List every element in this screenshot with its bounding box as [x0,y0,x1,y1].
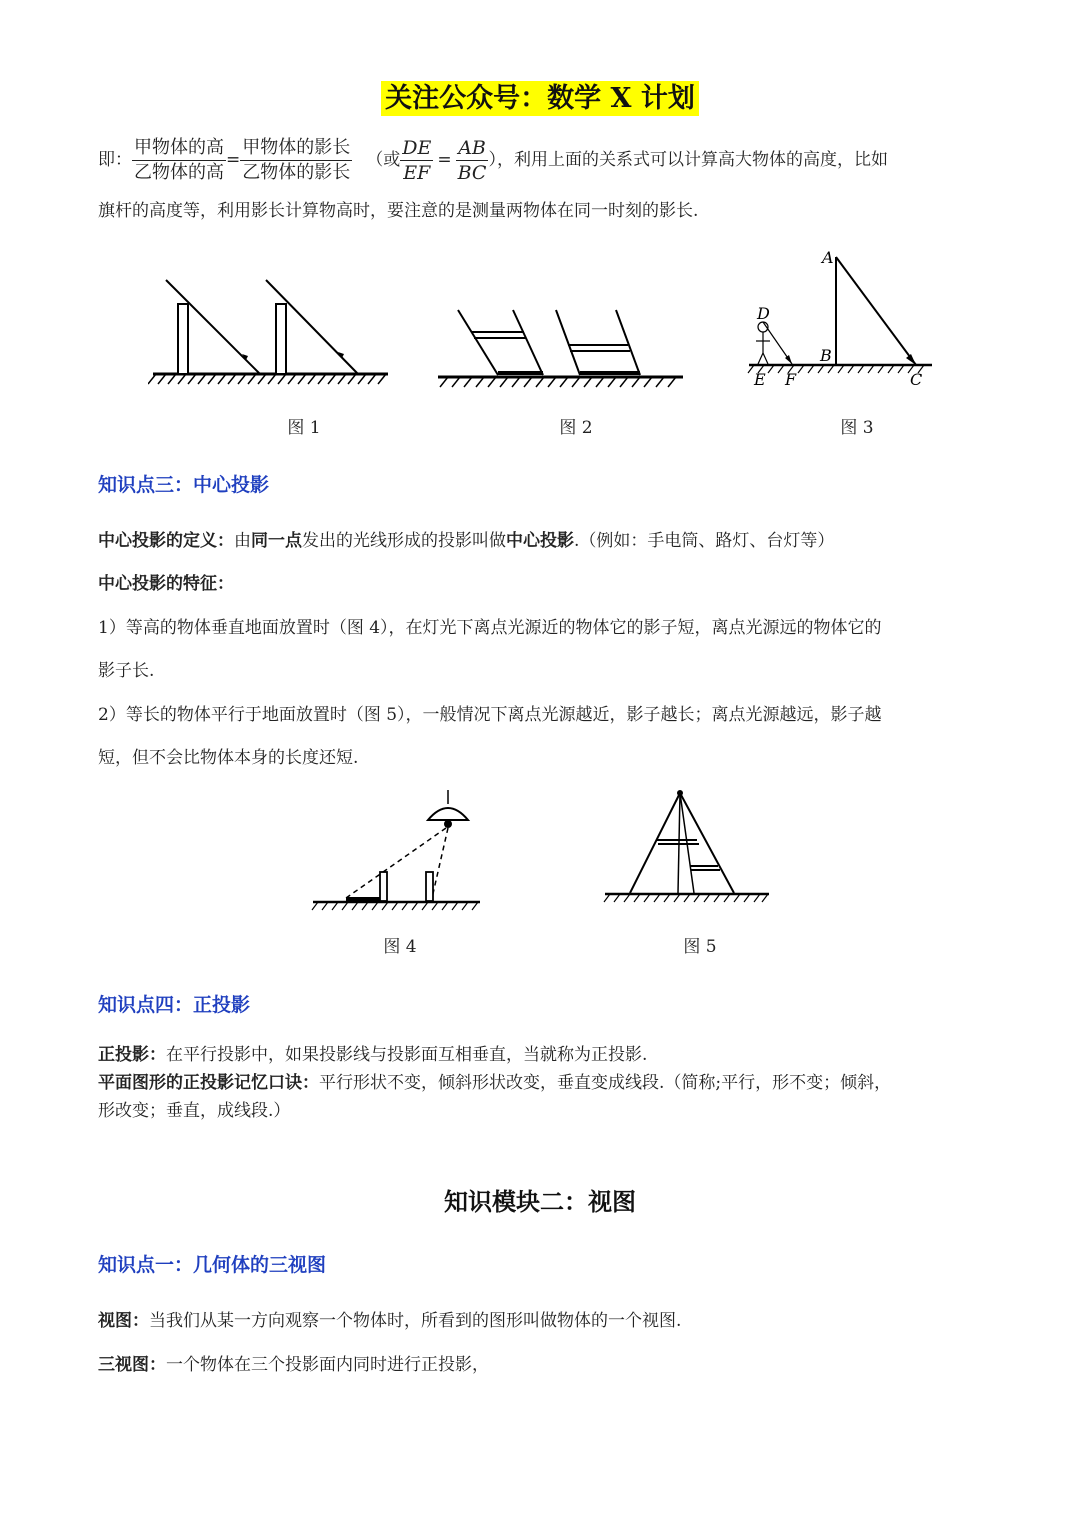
formula-tail: ），利用上面的关系式可以计算高大物体的高度，比如 [488,150,888,170]
header-title: 关注公众号：数学 X 计划 [381,81,699,116]
orthographic-label: 正投影： [98,1045,166,1065]
view-definition [98,1306,681,1336]
caption-figure-2: 图 2 [559,418,593,438]
mnemonic-text-1: 平行形状不变，倾斜形状改变，垂直变成线段.（简称;平行，形不变；倾斜， [319,1073,892,1093]
figure-5-diagram [602,788,772,913]
formula-or: （或 [366,150,401,170]
definition-text-2: 发出的光线形成的投影叫做 [302,531,506,551]
fraction-left [132,136,226,185]
equals-sign: = [226,150,241,170]
module-2-title: 知识模块二：视图 [444,1188,636,1216]
caption-figure-3: 图 3 [840,418,874,438]
section-title-three-views: 知识点一：几何体的三视图 [98,1254,327,1276]
label-f: F [785,370,797,389]
label-b: B [820,346,832,365]
view-label: 视图： [98,1311,149,1331]
fraction-right-denominator: 乙物体的影长 [242,161,351,183]
formula-line [98,132,888,188]
definition-label: 中心投影的定义： [98,531,234,551]
central-projection-definition [98,526,834,556]
fraction-left-numerator: 甲物体的高 [132,136,226,161]
formula-line-2: 旗杆的高度等，利用影长计算物高时，要注意的是测量两物体在同一时刻的影长. [98,201,699,221]
label-a: A [822,248,834,267]
definition-text-1: 由 [234,531,251,551]
fraction-bc: BC [457,161,487,184]
mnemonic-line-2: 形改变；垂直，成线段.） [98,1101,291,1121]
label-c: C [910,370,923,389]
feature-1-line-2: 影子长. [98,661,155,681]
view-text: 当我们从某一方向观察一个物体时，所看到的图形叫做物体的一个视图. [149,1311,682,1331]
label-d: D [757,304,770,323]
three-views-definition [98,1350,489,1380]
figure-1-diagram [148,270,393,385]
three-views-label: 三视图： [98,1355,166,1375]
caption-figure-1: 图 1 [287,418,321,438]
mnemonic-label: 平面图形的正投影记忆口诀： [98,1073,319,1093]
feature-2-line-2: 短，但不会比物体本身的长度还短. [98,748,359,768]
feature-2-line-1: 2）等长的物体平行于地面放置时（图 5），一般情况下离点光源越近，影子越长；离点光源越远，影子越 [98,705,882,725]
label-e: E [754,370,766,389]
fraction-ab: AB [456,136,489,161]
mnemonic-line-1 [98,1068,891,1098]
fraction-right [240,136,352,185]
section-title-central-projection: 知识点三：中心投影 [98,474,270,496]
fraction-ab-bc [456,136,489,185]
features-label: 中心投影的特征： [98,574,234,594]
definition-text-3: .（例如：手电筒、路灯、台灯等） [574,531,835,551]
section-title-orthographic-projection: 知识点四：正投影 [98,994,251,1016]
fraction-de: DE [402,136,432,159]
figure-2-diagram [438,305,688,390]
orthographic-definition [98,1040,647,1070]
fraction-left-denominator: 乙物体的高 [134,161,224,183]
caption-figure-4: 图 4 [383,937,417,957]
three-views-text: 一个物体在三个投影面内同时进行正投影， [166,1355,489,1375]
fraction-ef: EF [403,161,431,184]
definition-bold-1: 同一点 [251,531,302,551]
definition-bold-2: 中心投影 [506,531,574,551]
figure-4-diagram [310,790,485,915]
fraction-right-numerator: 甲物体的影长 [240,136,352,161]
figure-3-diagram [744,245,936,393]
page-header [0,76,1080,115]
feature-1-line-1: 1）等高的物体垂直地面放置时（图 4），在灯光下离点光源近的物体它的影子短，离点光源远的物体它的 [98,618,882,638]
caption-figure-5: 图 5 [683,937,717,957]
orthographic-text: 在平行投影中，如果投影线与投影面互相垂直，当就称为正投影. [166,1045,648,1065]
fraction-de-ef [400,136,433,185]
formula-prefix: 即： [98,150,132,170]
equals-sign-2: = [437,150,452,170]
